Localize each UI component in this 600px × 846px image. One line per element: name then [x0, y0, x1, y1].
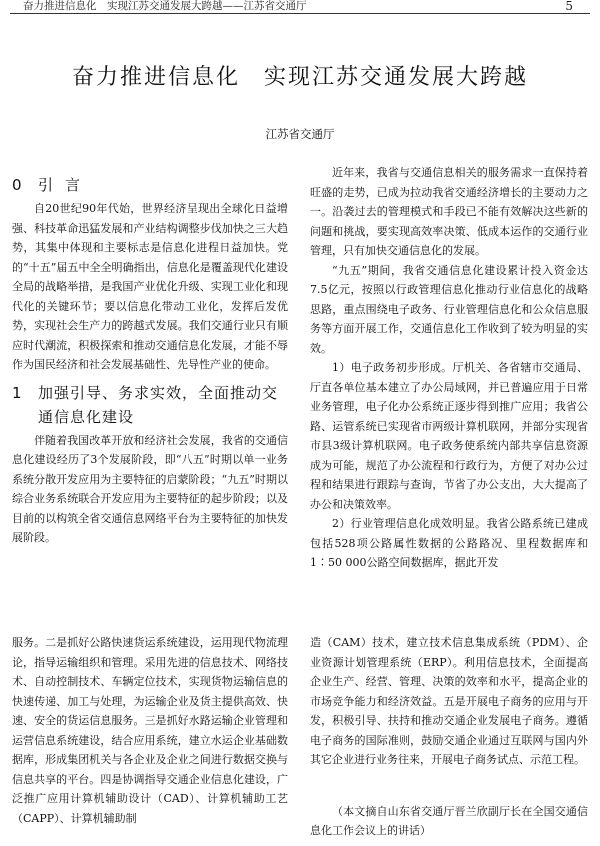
paragraph: 伴随着我国改革开放和经济社会发展，我省的交通信息化建设经历了3个发展阶段，即“八五”时期以单一业务系统分散开发应用为主要特征的启蒙阶段；“九五”时期以综合业务系统联合开发应用为主要特征的起步阶段；以及目前的以构筑全省交通信息网络平台为主要特征的加快发展阶段。: [12, 433, 288, 544]
article-author: 江苏省交通厅: [265, 127, 335, 141]
section-number: 0: [12, 176, 22, 194]
paragraph: 自20世纪90年代始，世界经济呈现出全球化日益增强、科技革命迅猛发展和产业结构调整步伐加快之三大趋势，其集中体现和主要标志是信息化进程日益加快。党的“十五”届五中全全明确指出，信息化是覆盖现代化建设全局的战略举措，是我国产业优化升级、实现工业化和现代化的关键环节；要以信息化带动工业化，发挥后发优势，实现社会生产力的跨越式发展。我们交通行业只有顺应时代潮流，积极探索和推动交通信息化发展，才能不辱作为国民经济和社会发展基础性、先导性产业的使命。: [12, 202, 288, 371]
column-right-top: [310, 163, 588, 573]
column-left-top: [12, 171, 288, 548]
running-header: [0, 0, 600, 14]
header-rule: [10, 13, 590, 14]
page-number: 5: [565, 0, 573, 13]
section-title: 加强引导、务求实效，全面推动交通信息化建设: [38, 383, 279, 426]
section-heading-1: [12, 381, 288, 429]
paragraph: 服务。二是抓好公路快速货运系统建设，运用现代物流理论，指导运输组织和管理。采用先进的信息技术、网络技术、自动控制技术、车辆定位技术，实现货物运输信息的快速传递、加工与处理，为运输企业及货主提供高效、快速、安全的货运信息服务。三是抓好水路运输企业管理和运营信息系统建设，结合应用系统，建立水运企业基础数据库，形成集团机关与各企业及企业之间进行数据交换与信息共享的平台。四是协调指导交通企业信息化建设，广泛推广应用计算机辅助设计（CAD）、计算机辅助工艺（CAPP）、计算机辅助制: [12, 636, 288, 825]
paragraph: 造（CAM）技术，建立技术信息集成系统（PDM）、企业资源计划管理系统（ERP）。利用信息技术，全面提高企业生产、经营、管理、决策的效率和水平，提高企业的市场竞争能力和经济效益。五是开展电子商务的应用与开发，积极引导、扶持和推动交通企业发展电子商务。遵循电子商务的国际准则，鼓励交通企业通过互联网与国内外其它企业进行业务往来，开展电子商务试点、示范工程。: [310, 636, 588, 766]
source-note-block: [310, 802, 588, 841]
paragraph: 1）电子政务初步形成。厅机关、各省辖市交通局、厅直各单位基本建立了办公局域网，并已普遍应用于日常业务管理，电子化办公系统正逐步得到推广应用；我省公路、运管系统已实现省市两级计算机联网，并部分实现省市县3级计算机联网。电子政务使系统内部共享信息资源成为可能，规范了办公流程和行政行为，方便了对办公过程和结果进行跟踪与查询，节省了办公支出，大大提高了办公和决策效率。: [310, 361, 588, 511]
running-title: 奋力推进信息化 实现江苏交通发展大跨越——江苏省交通厅: [23, 0, 307, 12]
source-note: （本文摘自山东省交通厅晋兰欣副厅长在全国交通信息化工作会议上的讲话）: [310, 804, 588, 837]
paragraph: 近年来，我省与交通信息相关的服务需求一直保持着旺盛的走势，已成为拉动我省交通经济增长的主要动力之一。沿袭过去的管理模式和手段已不能有效解决这些新的问题和挑战，要实现高效率决策、低成本运作的交通行业管理，只有加快交通信息化的发展。: [310, 166, 588, 257]
article-title: 奋力推进信息化 实现江苏交通发展大跨越: [71, 65, 528, 90]
paragraph: 2）行业管理信息化成效明显。我省公路系统已建成包括528项公路属性数据的公路路况、里程数据库和1∶50 000公路空间数据库，据此开发: [310, 517, 588, 569]
section-number: 1: [12, 383, 22, 402]
column-left-bottom: [12, 633, 288, 828]
paragraph: “九五”期间，我省交通信息化建设累计投入资金达7.5亿元，按照以行政管理信息化推动行业信息化的战略思路，重点围绕电子政务、行业管理信息化和公众信息服务等方面开展工作，交通信息化工作收到了较为明显的实效。: [310, 263, 588, 355]
section-title: 引言: [38, 176, 93, 194]
column-right-bottom: [310, 633, 588, 841]
section-heading-intro: [12, 173, 288, 197]
